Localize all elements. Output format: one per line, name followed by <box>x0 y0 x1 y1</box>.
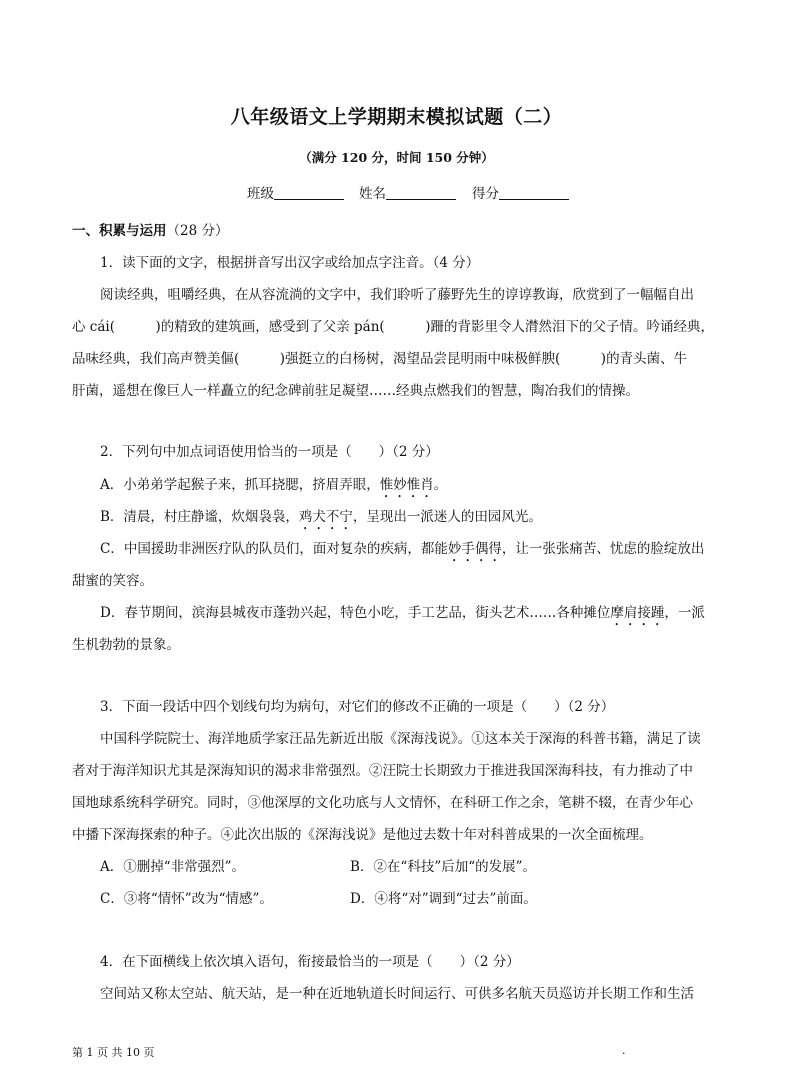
q2-b-end: ，呈现出一派迷人的田园风光。 <box>352 509 542 525</box>
page-number: 第 1 页 共 10 页 <box>72 1046 155 1059</box>
q2-option-c[interactable] <box>100 537 704 565</box>
q3-line-1: 中国科学院院士、海洋地质学家汪品先新近出版《深海浅说》。①这本关于深海的科普书籍，满足了读 <box>100 731 701 747</box>
q2-b-dotted: 鸡犬不宁 <box>298 509 353 525</box>
score-label: 得分 <box>472 186 499 202</box>
section-title: 一、积累与运用 <box>72 223 167 239</box>
q2-c-dotted: 妙手偶得 <box>447 541 502 557</box>
name-blank[interactable] <box>386 185 456 200</box>
q3-option-a[interactable]: A．①删掉“非常强烈”。 <box>100 859 246 875</box>
q3-line-3: 国地球系统科学研究。同时，③他深厚的文化功底与人文情怀，在科研工作之余，笔耕不辍，在青少年心 <box>72 795 693 811</box>
q3-line-4: 中播下深海探索的种子。④此次出版的《深海浅说》是他过去数十年对科普成果的一次全面梳理。 <box>72 827 653 843</box>
q2-option-d[interactable] <box>100 601 705 629</box>
q1-line-4: 肝菌，遥想在像巨人一样矗立的纪念碑前驻足凝望……经典点燃我们的智慧，陶冶我们的情操。 <box>72 383 639 399</box>
class-field <box>247 182 344 202</box>
class-blank[interactable] <box>274 185 344 200</box>
q4-stem: 4．在下面横线上依次填入语句，衔接最恰当的一项是（ ）（2 分） <box>100 954 520 970</box>
q1-line-1: 阅读经典，咀嚼经典，在从容流淌的文字中，我们聆听了藤野先生的谆谆教诲，欣赏到了一幅幅自出 <box>100 287 694 303</box>
q2-option-c-cont: 甜蜜的笑容。 <box>72 573 153 589</box>
q4-line-1: 空间站又称太空站、航天站，是一种在近地轨道长时间运行、可供多名航天员巡访并长期工作和生活 <box>100 986 694 1002</box>
score-field <box>472 182 569 202</box>
q2-b-text: B．清晨，村庄静谧，炊烟袅袅， <box>100 509 299 525</box>
q2-d-end: ，一派 <box>664 605 705 621</box>
q2-c-text: C．中国援助非洲医疗队的队员们，面对复杂的疾病，都能 <box>100 541 448 557</box>
q2-option-a[interactable] <box>100 473 447 501</box>
name-field <box>359 182 456 202</box>
page-subtitle: （满分 120 分，时间 150 分钟） <box>299 150 494 165</box>
q3-option-b[interactable]: B．②在“科技”后加“的发展”。 <box>350 859 537 875</box>
q2-stem: 2．下列句中加点词语使用恰当的一项是（ ）（2 分） <box>100 444 439 460</box>
q3-stem: 3．下面一段话中四个划线句均为病句，对它们的修改不正确的一项是（ ）（2 分） <box>100 699 615 715</box>
class-label: 班级 <box>247 186 274 202</box>
page-title: 八年级语文上学期期末模拟试题（二） <box>230 106 563 128</box>
q2-option-b[interactable] <box>100 505 542 533</box>
q2-d-text: D．春节期间，滨海县城夜市蓬勃兴起，特色小吃，手工艺品，街头艺术……各种摊位 <box>100 605 611 621</box>
q3-line-2: 者对于海洋知识尤其是深海知识的渴求非常强烈。②汪院士长期致力于推进我国深海科技，有力推动了中 <box>72 763 693 779</box>
section-heading <box>72 219 228 239</box>
footer-mark: . <box>622 1044 626 1057</box>
score-blank[interactable] <box>499 185 569 200</box>
section-points: （28 分） <box>166 223 229 239</box>
q2-a-dotted: 惟妙惟肖 <box>379 477 434 493</box>
q1-stem: 1．读下面的文字，根据拼音写出汉字或给加点字注音。（4 分） <box>100 255 480 271</box>
q2-d-dotted: 摩肩接踵 <box>610 605 665 621</box>
q2-a-end: 。 <box>433 477 448 493</box>
q1-line-2: 心 cái( )的精致的建筑画，感受到了父亲 pán( )跚的背影里令人潸然泪下的父子情。吟诵经典， <box>72 319 714 335</box>
q2-c-end: ，让一张张痛苦、忧虑的脸绽放出 <box>501 541 705 557</box>
q2-option-d-cont: 生机勃勃的景象。 <box>72 637 180 653</box>
q2-a-text: A．小弟弟学起猴子来，抓耳挠腮，挤眉弄眼， <box>100 477 380 493</box>
q3-option-d[interactable]: D．④将“对”调到“过去”前面。 <box>350 891 537 907</box>
q1-line-3: 品味经典，我们高声赞美傴( )强挺立的白杨树，渴望品尝昆明雨中味极鲜腴( )的青头菌、牛 <box>72 351 688 367</box>
q3-option-c[interactable]: C．③将“情怀”改为“情感”。 <box>100 891 273 907</box>
name-label: 姓名 <box>359 186 386 202</box>
